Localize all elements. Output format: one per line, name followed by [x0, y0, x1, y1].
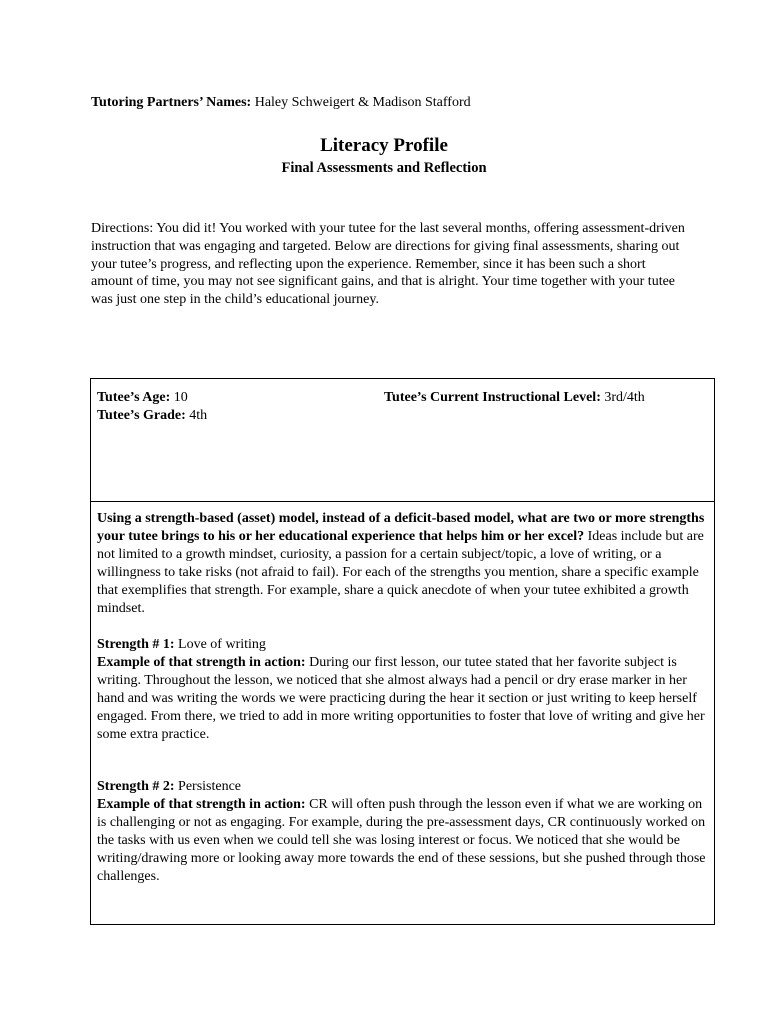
tutee-info-row: [91, 379, 714, 502]
level-value: 3rd/4th: [604, 390, 645, 405]
age-value: 10: [173, 390, 188, 405]
partners-label: Tutoring Partners’ Names:: [91, 95, 252, 110]
strength-2-label: Strength # 2:: [97, 779, 175, 794]
grade-value: 4th: [189, 408, 208, 423]
age-label: Tutee’s Age:: [97, 390, 171, 405]
tutee-age: [97, 389, 188, 407]
page-title: Literacy Profile: [320, 135, 448, 156]
strength-2-example: [97, 796, 711, 886]
strength-1-label: Strength # 1:: [97, 637, 175, 652]
directions-paragraph: Directions: You did it! You worked with your tutee for the last several months, offering assessment-driven instruction that was engaging and targeted. Below are directions for giving final assessments, sharing out your tutee’s progress, and reflecting upon the experience. Remember, since it has been such a short amount of time, you may not see significant gains, and that is alright. Your time together with your tutee was just one step in the child’s educational journey.: [91, 221, 685, 308]
strengths-question-block: [97, 510, 711, 618]
strength-1-example: [97, 654, 711, 744]
profile-table: [90, 378, 715, 925]
strength-1-heading: [97, 636, 711, 654]
grade-label: Tutee’s Grade:: [97, 408, 186, 423]
strength-2-value: Persistence: [178, 779, 242, 794]
level-label: Tutee’s Current Instructional Level:: [384, 390, 601, 405]
tutoring-partners-line: [91, 94, 471, 111]
strength-2-heading: [97, 778, 711, 796]
partners-names: Haley Schweigert & Madison Stafford: [254, 95, 471, 110]
strength-2-example-label: Example of that strength in action:: [97, 797, 306, 812]
strengths-question-details: Ideas include but are not limited to a growth mindset, curiosity, a passion for a certain subject/topic, a love of writing, or a willingness to take risks (not afraid to fail). For each of the strengths you mention, share a specific example that exemplifies that strength. For example, share a quick anecdote of when your tutee exhibited a growth mindset.: [97, 529, 704, 616]
strengths-section: [97, 510, 711, 886]
strength-2-example-text: CR will often push through the lesson even if what we are working on is challenging or not as engaging. For example, during the pre-assessment days, CR continuously worked on the tasks with us even when we could tell she was losing interest or focus. We noticed that she would be writing/drawing more or looking away more towards the end of these sessions, but she pushed through those challenges.: [97, 797, 706, 884]
tutee-grade: [97, 407, 207, 425]
page-subtitle: Final Assessments and Reflection: [281, 160, 487, 176]
tutee-instructional-level: [384, 389, 645, 407]
strength-1-example-text: During our first lesson, our tutee stated that her favorite subject is writing. Throughout the lesson, we noticed that she almost always had a pencil or dry erase marker in her hand and was writing the words we were practicing during the hear it section or just writing to keep herself engaged. From there, we tried to add in more writing opportunities to foster that love of writing and give her some extra practice.: [97, 655, 705, 742]
strength-1-value: Love of writing: [178, 637, 266, 652]
strengths-question: Using a strength-based (asset) model, instead of a deficit-based model, what are two or more strengths your tutee brings to his or her educational experience that helps him or her excel?: [97, 511, 705, 544]
strength-1-example-label: Example of that strength in action:: [97, 655, 306, 670]
